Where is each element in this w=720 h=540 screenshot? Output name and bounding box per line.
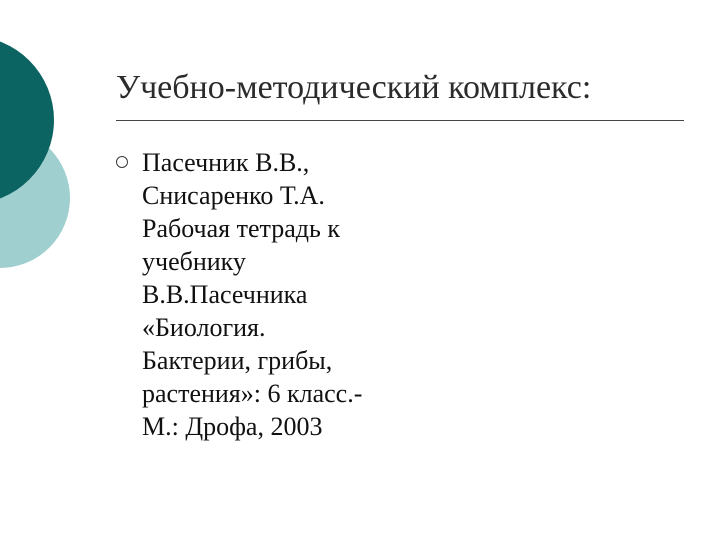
bullet-line: Пасечник В.В., <box>142 148 310 177</box>
hollow-circle-bullet-icon <box>116 156 128 168</box>
slide-title: Учебно-методический комплекс: <box>116 69 592 106</box>
light-teal-circle <box>0 128 70 268</box>
decorative-circles <box>0 0 120 300</box>
bullet-line: учебнику <box>142 247 246 276</box>
title-divider <box>116 120 684 121</box>
bullet-line: Бактерии, грибы, <box>142 346 333 375</box>
bullet-text <box>142 146 442 443</box>
dark-teal-circle <box>0 36 54 204</box>
bullet-line: В.В.Пасечника <box>142 280 308 309</box>
bullet-line: Рабочая тетрадь к <box>142 214 340 243</box>
bullet-line: Снисаренко Т.А. <box>142 181 325 210</box>
bullet-line: растения»: 6 класс.- <box>142 379 363 408</box>
bullet-line: «Биология. <box>142 313 266 342</box>
bullet-line: М.: Дрофа, 2003 <box>142 412 323 441</box>
